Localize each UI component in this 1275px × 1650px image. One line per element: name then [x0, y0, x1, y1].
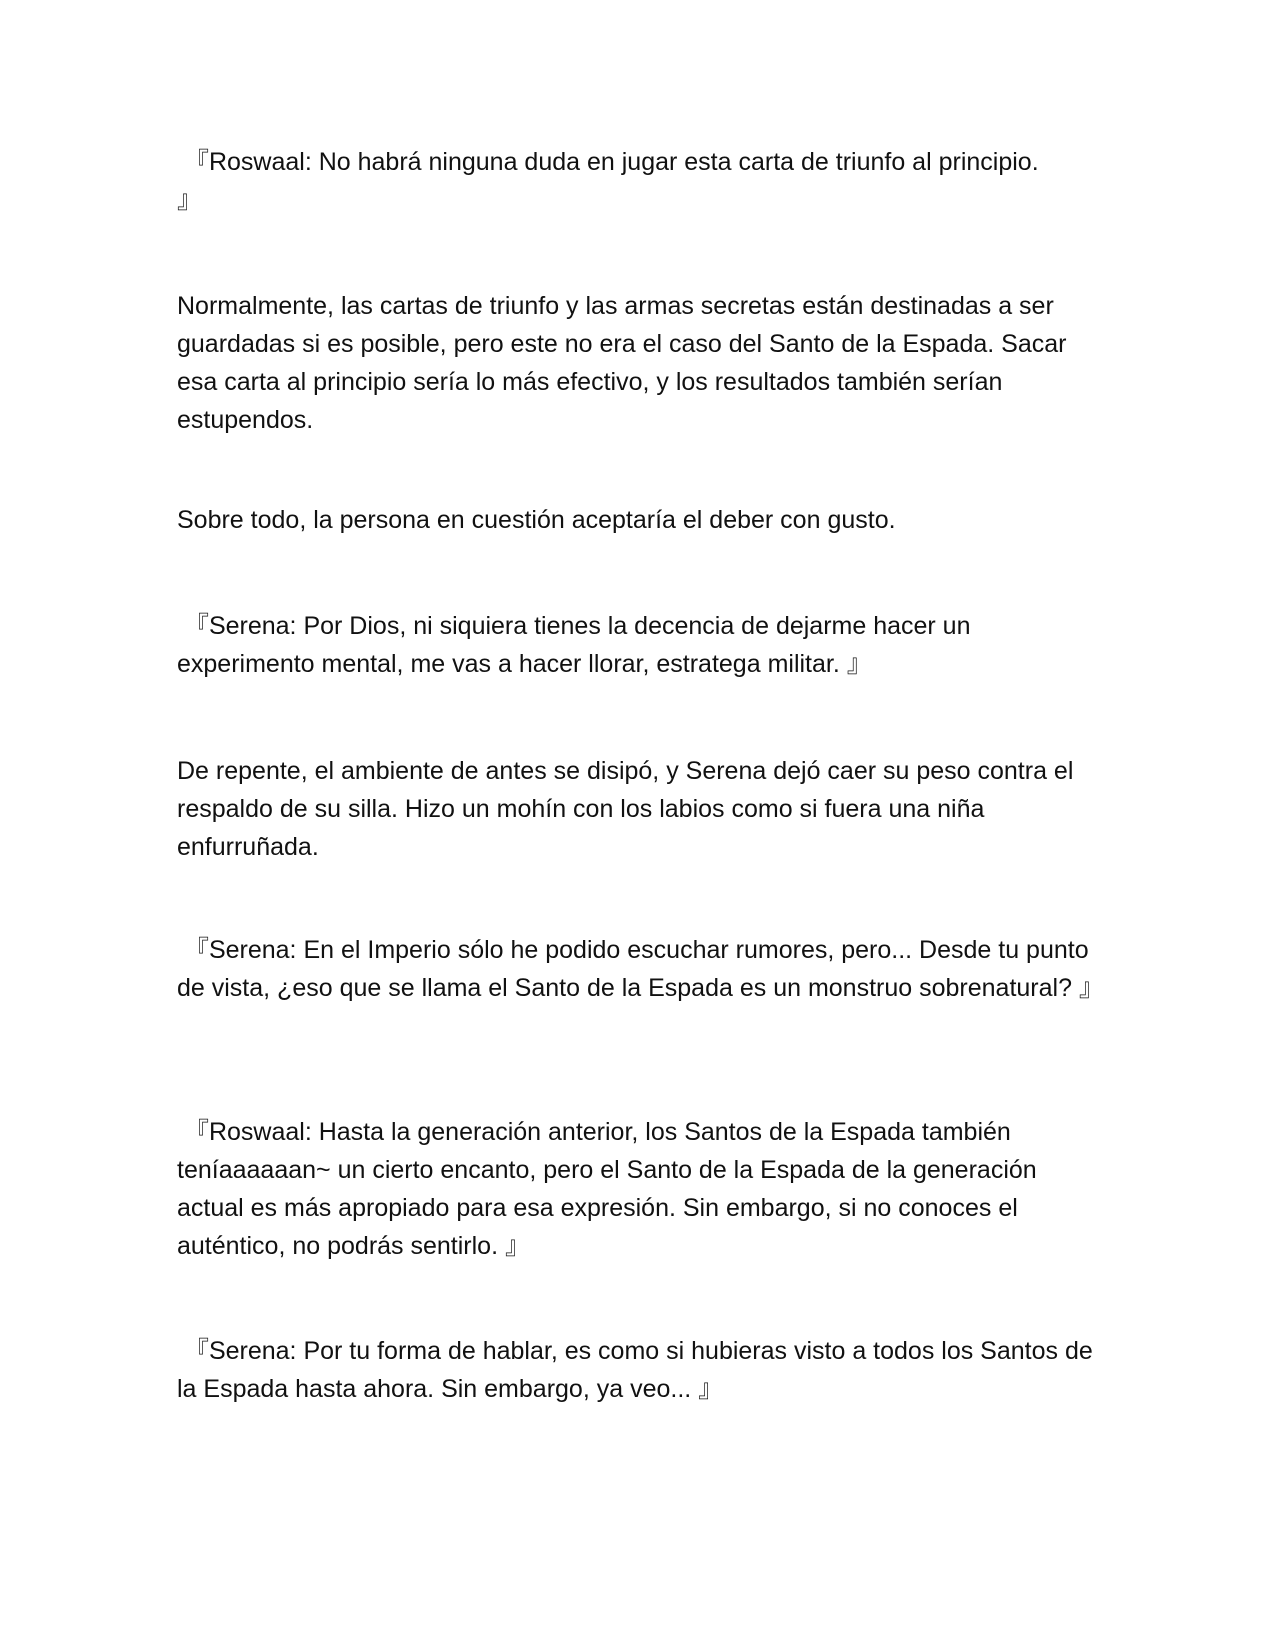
- dialogue-serena-3: 『Serena: Por tu forma de hablar, es como si hubieras visto a todos los Santos de la Espada hasta ahora. Sin embargo, ya veo... 』: [177, 1337, 1100, 1403]
- narration-paragraph-2: Sobre todo, la persona en cuestión aceptaría el deber con gusto.: [177, 506, 896, 534]
- dialogue-serena-2: 『Serena: En el Imperio sólo he podido escuchar rumores, pero... Desde tu punto de vista, ¿eso que se llama el Santo de la Espada es un monstruo sobrenatural? 』: [177, 936, 1104, 1002]
- dialogue-roswaal-1: 『Roswaal: No habrá ninguna duda en jugar esta carta de triunfo al principio. 』: [177, 148, 1039, 214]
- dialogue-serena-1: 『Serena: Por Dios, ni siquiera tienes la decencia de dejarme hacer un experimento mental, me vas a hacer llorar, estratega militar. 』: [177, 612, 978, 678]
- narration-paragraph-3: De repente, el ambiente de antes se disipó, y Serena dejó caer su peso contra el respaldo de su silla. Hizo un mohín con los labios como si fuera una niña enfurruñada.: [177, 757, 1081, 861]
- narration-paragraph-1: Normalmente, las cartas de triunfo y las armas secretas están destinadas a ser guardadas si es posible, pero este no era el caso del Santo de la Espada. Sacar esa carta al principio sería lo más efectivo, y los resultados también serían estupendos.: [177, 292, 1074, 434]
- dialogue-roswaal-2: 『Roswaal: Hasta la generación anterior, los Santos de la Espada también teníaaaaaan~ un cierto encanto, pero el Santo de la Espada de la generación actual es más apropiado para esa expresión. Sin embargo, si no conoces el auténtico, no podrás sentirlo. 』: [177, 1118, 1044, 1260]
